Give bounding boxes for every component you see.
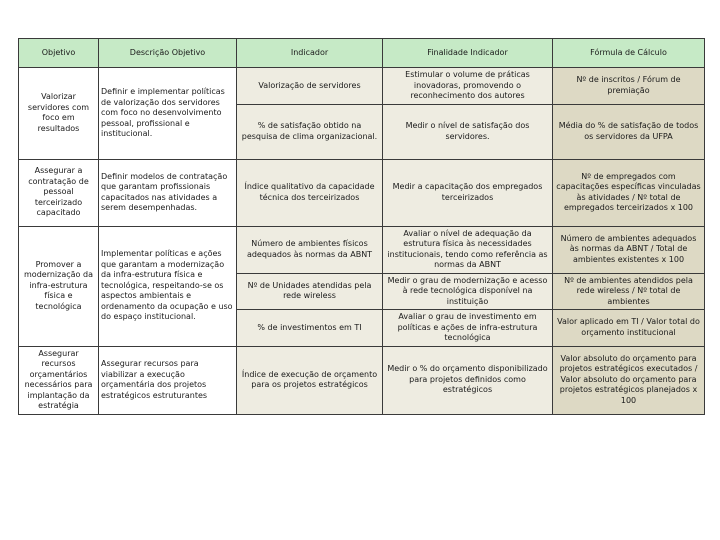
descricao-cell: Implementar políticas e ações que garantam a modernização da infra-estrutura física e tecnológica, respeitando-se os aspectos ambientais e ordenamento da ocupação e uso do espaço institucional.	[99, 226, 237, 346]
formula-cell: Média do % de satisfação de todos os servidores da UFPA	[553, 104, 705, 159]
indicador-cell: Nº de Unidades atendidas pela rede wireless	[237, 273, 383, 310]
formula-cell: Valor aplicado em TI / Valor total do orçamento institucional	[553, 310, 705, 347]
finalidade-cell: Medir a capacitação dos empregados terceirizados	[383, 159, 553, 226]
objetivo-cell: Promover a modernização da infra-estrutura física e tecnológica	[19, 226, 99, 346]
formula-cell: Valor absoluto do orçamento para projetos estratégicos executados / Valor absoluto do orçamento para projetos estratégicos planejados x 100	[553, 346, 705, 414]
indicador-cell: % de investimentos em TI	[237, 310, 383, 347]
header-formula: Fórmula de Cálculo	[553, 39, 705, 68]
descricao-cell: Assegurar recursos para viabilizar a execução orçamentária dos projetos estratégicos estruturantes	[99, 346, 237, 414]
finalidade-cell: Estimular o volume de práticas inovadoras, promovendo o reconhecimento dos autores	[383, 68, 553, 105]
header-indicador: Indicador	[237, 39, 383, 68]
formula-cell: Nº de inscritos / Fórum de premiação	[553, 68, 705, 105]
table-row	[19, 346, 705, 414]
finalidade-cell: Medir o nível de satisfação dos servidores.	[383, 104, 553, 159]
header-objetivo: Objetivo	[19, 39, 99, 68]
finalidade-cell: Avaliar o grau de investimento em políticas e ações de infra-estrutura tecnológica	[383, 310, 553, 347]
header-row	[19, 39, 705, 68]
finalidade-cell: Medir o grau de modernização e acesso à rede tecnológica disponível na instituição	[383, 273, 553, 310]
table-row	[19, 159, 705, 226]
formula-cell: Nº de ambientes atendidos pela rede wireless / Nº total de ambientes	[553, 273, 705, 310]
table-row	[19, 226, 705, 273]
indicador-cell: Valorização de servidores	[237, 68, 383, 105]
table-row	[19, 68, 705, 105]
indicator-table	[18, 38, 705, 415]
descricao-cell: Definir modelos de contratação que garantam profissionais capacitados nas atividades a serem desempenhadas.	[99, 159, 237, 226]
indicador-cell: Índice de execução de orçamento para os projetos estratégicos	[237, 346, 383, 414]
indicador-cell: % de satisfação obtido na pesquisa de clima organizacional.	[237, 104, 383, 159]
formula-cell: Número de ambientes adequados às normas da ABNT / Total de ambientes existentes x 100	[553, 226, 705, 273]
indicador-cell: Índice qualitativo da capacidade técnica dos terceirizados	[237, 159, 383, 226]
descricao-cell: Definir e implementar políticas de valorização dos servidores com foco no desenvolvimento pessoal, profissional e institucional.	[99, 68, 237, 160]
objetivo-cell: Assegurar recursos orçamentários necessários para implantação da estratégia	[19, 346, 99, 414]
objetivo-cell: Valorizar servidores com foco em resultados	[19, 68, 99, 160]
finalidade-cell: Avaliar o nível de adequação da estrutura física às necessidades institucionais, tendo como referência as normas da ABNT	[383, 226, 553, 273]
header-finalidade: Finalidade Indicador	[383, 39, 553, 68]
header-descricao: Descrição Objetivo	[99, 39, 237, 68]
indicador-cell: Número de ambientes físicos adequados às normas da ABNT	[237, 226, 383, 273]
formula-cell: Nº de empregados com capacitações específicas vinculadas às atividades / Nº total de empregados terceirizados x 100	[553, 159, 705, 226]
finalidade-cell: Medir o % do orçamento disponibilizado para projetos definidos como estratégicos	[383, 346, 553, 414]
objetivo-cell: Assegurar a contratação de pessoal terceirizado capacitado	[19, 159, 99, 226]
